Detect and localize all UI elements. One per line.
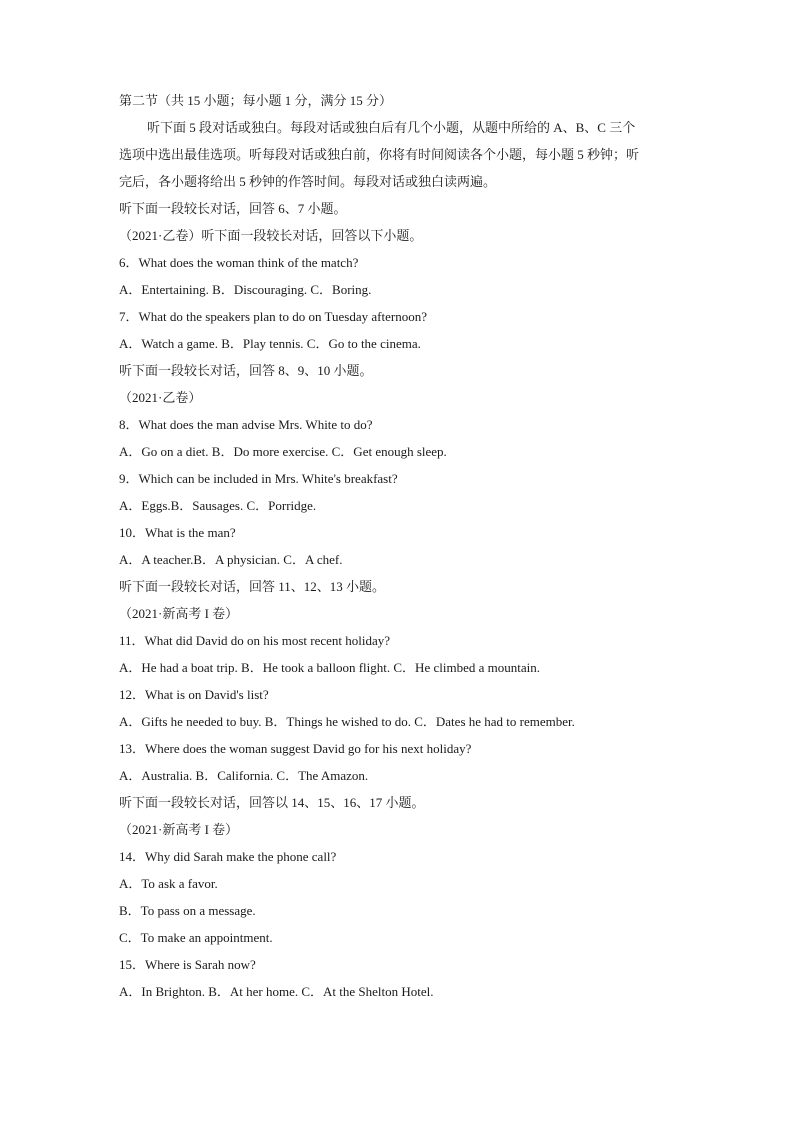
options-12: A．Gifts he needed to buy. B．Things he wished to do. C．Dates he had to remember.: [119, 714, 575, 729]
section-heading: 第二节（共 15 小题；每小题 1 分，满分 15 分）: [119, 93, 393, 108]
question-12: 12．What is on David's list?: [119, 687, 269, 702]
options-11: A．He had a boat trip. B．He took a balloon flight. C．He climbed a mountain.: [119, 660, 540, 675]
options-10: A．A teacher.B．A physician. C．A chef.: [119, 552, 343, 567]
dialogue-instruction: 听下面一段较长对话，回答 8、9、10 小题。: [119, 363, 373, 378]
question-15: 15．Where is Sarah now?: [119, 957, 256, 972]
instruction-line-1: 听下面 5 段对话或独白。每段对话或独白后有几个小题，从题中所给的 A、B、C 三个: [147, 120, 636, 135]
source-note: （2021·新高考 I 卷）: [119, 606, 239, 621]
options-13: A．Australia. B．California. C．The Amazon.: [119, 768, 369, 783]
options-15: A．In Brighton. B．At her home. C．At the Shelton Hotel.: [119, 984, 434, 999]
question-9: 9．Which can be included in Mrs. White's breakfast?: [119, 471, 398, 486]
source-note: （2021·新高考 I 卷）: [119, 822, 239, 837]
question-13: 13．Where does the woman suggest David go for his next holiday?: [119, 741, 472, 756]
options-8: A．Go on a diet. B．Do more exercise. C．Get enough sleep.: [119, 444, 447, 459]
dialogue-instruction: 听下面一段较长对话，回答以 14、15、16、17 小题。: [119, 795, 425, 810]
option-14-a: A．To ask a favor.: [119, 876, 218, 891]
option-14-b: B．To pass on a message.: [119, 903, 256, 918]
question-7: 7．What do the speakers plan to do on Tuesday afternoon?: [119, 309, 427, 324]
source-note: （2021·乙卷）: [119, 390, 202, 405]
question-11: 11．What did David do on his most recent holiday?: [119, 633, 391, 648]
source-note: （2021·乙卷）听下面一段较长对话，回答以下小题。: [119, 228, 423, 243]
question-10: 10．What is the man?: [119, 525, 236, 540]
question-6: 6．What does the woman think of the match?: [119, 255, 359, 270]
question-8: 8．What does the man advise Mrs. White to do?: [119, 417, 373, 432]
question-14: 14．Why did Sarah make the phone call?: [119, 849, 337, 864]
options-9: A．Eggs.B．Sausages. C．Porridge.: [119, 498, 317, 513]
option-14-c: C．To make an appointment.: [119, 930, 273, 945]
options-6: A．Entertaining. B．Discouraging. C．Boring.: [119, 282, 372, 297]
instruction-line-2: 选项中选出最佳选项。听每段对话或独白前，你将有时间阅读各个小题，每小题 5 秒钟；听: [119, 147, 640, 162]
dialogue-instruction: 听下面一段较长对话，回答 11、12、13 小题。: [119, 579, 386, 594]
dialogue-instruction: 听下面一段较长对话，回答 6、7 小题。: [119, 201, 347, 216]
instruction-line-3: 完后，各小题将给出 5 秒钟的作答时间。每段对话或独白读两遍。: [119, 174, 497, 189]
options-7: A．Watch a game. B．Play tennis. C．Go to the cinema.: [119, 336, 421, 351]
